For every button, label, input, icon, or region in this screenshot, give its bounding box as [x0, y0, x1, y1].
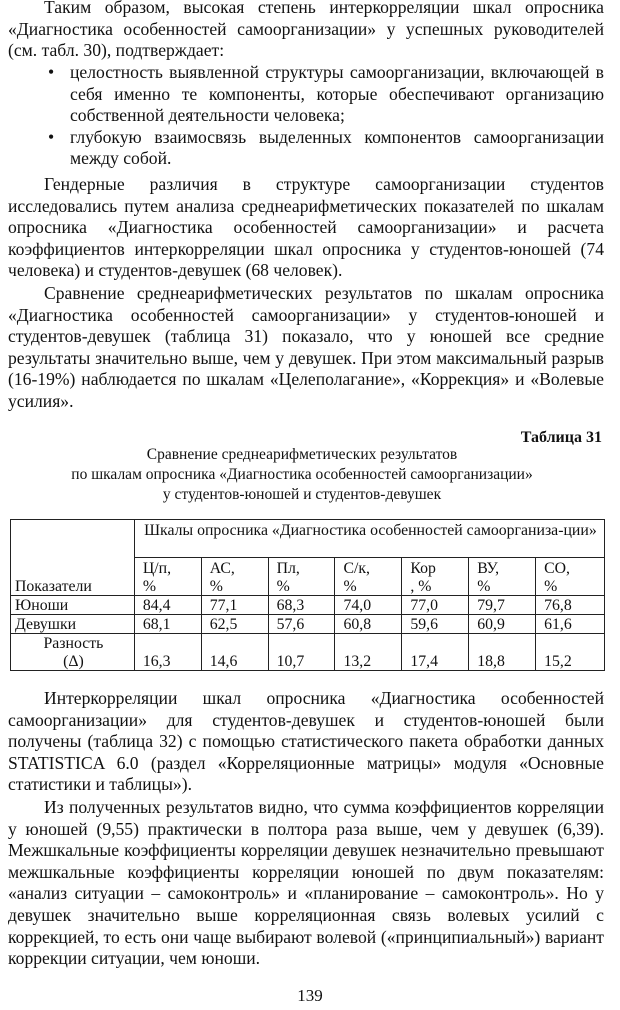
- table-row: [11, 634, 605, 671]
- table-cell: 60,9: [469, 615, 536, 634]
- table-title-line: по шкалам опросника «Диагностика особенностей самоорганизации»: [71, 466, 533, 483]
- row-label: Девушки: [11, 615, 135, 634]
- column-header: Ц/п, %: [134, 558, 201, 596]
- table-cell: 17,4: [402, 634, 469, 671]
- table-cell: 61,6: [536, 615, 605, 634]
- table-row: [11, 596, 605, 615]
- bullet-icon: •: [48, 126, 55, 147]
- column-header: С/к, %: [335, 558, 402, 596]
- table-cell: 16,3: [134, 634, 201, 671]
- table-cell: 18,8: [469, 634, 536, 671]
- paragraph-gender: Гендерные различия в структуре самоорганизации студентов исследовались путем анализа среднеарифметических показателей по шкалам опросника «Диагностика особенностей самоорганизации» и расчета коэффициентов интеркорреляции шкал опросника у студентов-юношей (74 человека) и студентов-девушек (68 человек).: [8, 174, 604, 281]
- row-header-label: Показатели: [15, 577, 92, 595]
- table-cell: 77,1: [201, 596, 268, 615]
- scales-header-cell: [134, 520, 604, 558]
- row-label: Юноши: [11, 596, 135, 615]
- table-cell: 57,6: [268, 615, 335, 634]
- page-number: 139: [297, 986, 323, 1005]
- table-cell: 84,4: [134, 596, 201, 615]
- table-cell: 13,2: [335, 634, 402, 671]
- table-cell: 74,0: [335, 596, 402, 615]
- column-header: Кор , %: [402, 558, 469, 596]
- table-cell: 68,1: [134, 615, 201, 634]
- scales-header-label: Шкалы опросника «Диагностика особенностей самоорганиза-ции»: [144, 522, 597, 539]
- results-table: [10, 519, 605, 671]
- bullet-item: [8, 127, 604, 170]
- table-cell: 79,7: [469, 596, 536, 615]
- column-header: Пл, %: [268, 558, 335, 596]
- table-cell: 76,8: [536, 596, 605, 615]
- table-cell: 62,5: [201, 615, 268, 634]
- paragraph-results: Из полученных результатов видно, что сумма коэффициентов корреляции у юношей (9,55) практически в полтора раза выше, чем у девушек (6,39). Межшкальные коэффициенты корреляции девушек незначительно превышают межшкальные коэффициенты корреляции юношей по двум показателям: «анализ ситуации – самоконтроль» и «планирование – самоконтроль». Но у девушек значительно выше корреляционная связь волевых усилий с коррекцией, то есть они чаще выбирают волевой («принципиальный») вариант коррекции ситуации, чем юноши.: [8, 797, 604, 969]
- column-header: АС, %: [201, 558, 268, 596]
- paragraph-intercorrelation: Интеркорреляции шкал опросника «Диагностика особенностей самоорганизации» для студентов-девушек и студентов-юношей были получены (таблица 32) с помощью статистического пакета обработки данных STATISTICA 6.0 (раздел «Корреляционные матрицы» модуля «Основные статистики и таблицы»).: [8, 688, 604, 795]
- bullet-text: целостность выявленной структуры самоорганизации, включающей в себя именно те компоненты, которые обеспечивают организацию собственной деятельности человека;: [70, 62, 604, 126]
- bullet-list: [8, 62, 604, 170]
- column-header: СО, %: [536, 558, 605, 596]
- table-cell: 14,6: [201, 634, 268, 671]
- table-caption: Таблица 31: [520, 429, 602, 446]
- bullet-text: глубокую взаимосвязь выделенных компонентов самоорганизации между собой.: [70, 126, 604, 169]
- table-title-line: у студентов-юношей и студентов-девушек: [162, 486, 442, 503]
- table-row: [11, 615, 605, 634]
- bullet-item: [8, 62, 604, 127]
- table-cell: 77,0: [402, 596, 469, 615]
- table-title-line: Сравнение среднеарифметических результатов: [146, 446, 458, 463]
- column-header: ВУ, %: [469, 558, 536, 596]
- table-cell: 10,7: [268, 634, 335, 671]
- row-header-cell: [11, 520, 135, 596]
- table-cell: 60,8: [335, 615, 402, 634]
- row-label: Разность (Δ): [11, 634, 135, 671]
- table-cell: 68,3: [268, 596, 335, 615]
- bullet-icon: •: [48, 62, 55, 82]
- paragraph-comparison: Сравнение среднеарифметических результатов по шкалам опросника «Диагностика особенностей самоорганизации» у студентов-юношей и студентов-девушек (таблица 31) показало, что у юношей все средние результаты значительно выше, чем у девушек. При этом максимальный разрыв (16-19%) наблюдается по шкалам «Целеполагание», «Коррекция» и «Волевые усилия».: [8, 283, 604, 411]
- paragraph-intro: Таким образом, высокая степень интеркорреляции шкал опросника «Диагностика особенностей самоорганизации» у успешных руководителей (см. табл. 30), подтверждает:: [8, 0, 604, 61]
- table-cell: 15,2: [536, 634, 605, 671]
- table-cell: 59,6: [402, 615, 469, 634]
